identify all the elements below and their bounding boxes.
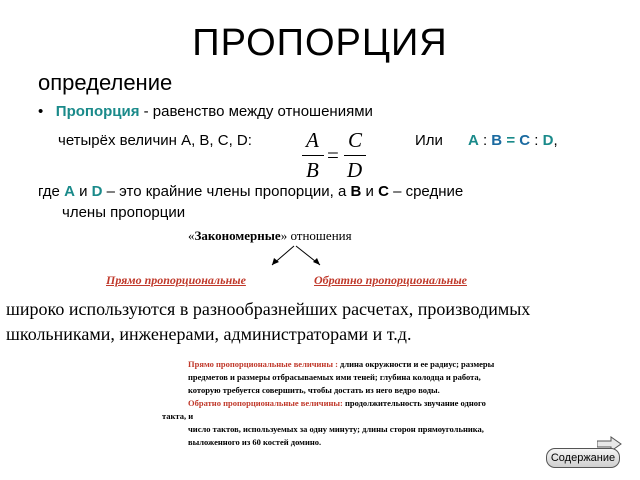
direct-text: длина окружности и ее радиус; размеры bbox=[337, 359, 495, 369]
text: и bbox=[79, 183, 88, 200]
inverse-text: продолжительность звучание одного bbox=[342, 398, 486, 408]
direct-proportional-link[interactable]: Прямо пропорциональные bbox=[106, 273, 246, 287]
paragraph-line-2: школьниками, инженерами, администраторами и т.д. bbox=[6, 324, 412, 344]
alt-colon-2: : bbox=[534, 132, 539, 149]
alt-colon-1: : bbox=[482, 132, 488, 149]
arrow-right-head bbox=[313, 258, 320, 265]
inverse-text-2: такта, и bbox=[162, 411, 194, 421]
text: – это крайние члены пропорции, а bbox=[106, 183, 347, 200]
examples-block bbox=[162, 358, 494, 449]
middle-members-line: члены пропорции bbox=[62, 204, 186, 221]
text: где bbox=[38, 183, 60, 200]
inverse-text-3: число тактов, используемых за одну минуту; длины сторон прямоугольника, bbox=[188, 424, 484, 434]
line-four-quantities: четырёх величин А, В, С, D: bbox=[58, 132, 252, 149]
term: Пропорция bbox=[55, 103, 140, 120]
regular-word: Закономерные bbox=[194, 228, 281, 243]
alt-a: А bbox=[467, 132, 479, 149]
or-text: Или bbox=[415, 132, 443, 149]
text: – средние bbox=[393, 183, 464, 200]
alt-b: В bbox=[491, 132, 503, 149]
text: и bbox=[365, 183, 374, 200]
frac-c: C bbox=[348, 128, 363, 152]
usage-paragraph bbox=[6, 297, 530, 347]
alt-eq: = bbox=[506, 132, 516, 149]
direct-label: Прямо пропорциональные величины : bbox=[188, 359, 338, 369]
quote-open: « bbox=[188, 228, 195, 243]
page-title: ПРОПОРЦИЯ bbox=[192, 22, 448, 64]
alt-d: D bbox=[542, 132, 554, 149]
frac-b: B bbox=[306, 158, 319, 182]
alt-comma: , bbox=[553, 132, 558, 149]
inverse-proportional-link[interactable]: Обратно пропорциональные bbox=[314, 273, 467, 287]
letter-c: С bbox=[378, 183, 389, 200]
definition-text: - равенство между отношениями bbox=[139, 103, 373, 120]
inverse-label: Обратно пропорциональные величины: bbox=[188, 398, 343, 408]
bullet: • bbox=[38, 103, 44, 120]
contents-button[interactable]: Содержание bbox=[546, 448, 620, 468]
frac-a: A bbox=[306, 128, 319, 152]
letter-d: D bbox=[91, 183, 103, 200]
inverse-text-4: выложенного из 60 костей домино. bbox=[188, 437, 322, 447]
equals-sign: = bbox=[327, 143, 339, 167]
frac-d: D bbox=[347, 158, 363, 182]
alt-c: С bbox=[519, 132, 531, 149]
letter-a: А bbox=[64, 183, 75, 200]
subtitle: определение bbox=[38, 70, 173, 95]
letter-b: В bbox=[350, 183, 362, 200]
direct-text-2: предметов и размеры отбрасываемых ими теней; глубина колодца и работа, bbox=[188, 372, 481, 382]
paragraph-line-1: широко используются в разнообразнейших расчетах, производимых bbox=[6, 299, 531, 319]
arrow-left-head bbox=[272, 258, 279, 265]
direct-text-3: которую требуется совершить, чтобы достать из него ведро воды. bbox=[188, 385, 440, 395]
relations-text: » отношения bbox=[280, 228, 352, 243]
